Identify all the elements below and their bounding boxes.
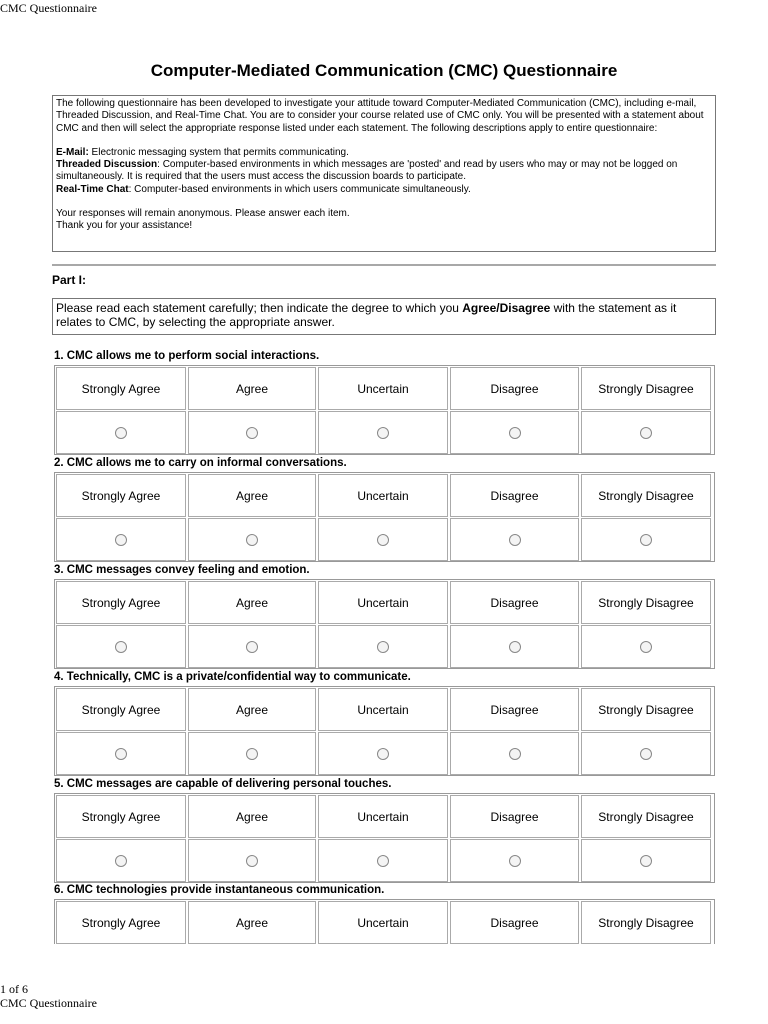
question-label: 4. Technically, CMC is a private/confidential way to communicate. [54, 671, 411, 683]
response-radio[interactable] [246, 641, 258, 653]
response-table [54, 365, 715, 455]
scale-label: Strongly Agree [56, 367, 186, 410]
radio-cell [450, 625, 579, 668]
scale-label: Uncertain [318, 795, 448, 838]
closing-line-1: Your responses will remain anonymous. Please answer each item. [56, 208, 350, 220]
response-radio[interactable] [640, 534, 652, 546]
response-radio[interactable] [246, 427, 258, 439]
radio-cell [188, 411, 316, 454]
response-radio[interactable] [377, 427, 389, 439]
radio-cell [318, 625, 448, 668]
radio-row [56, 839, 713, 882]
scale-label: Agree [188, 367, 316, 410]
radio-cell [188, 518, 316, 561]
scale-label: Agree [188, 688, 316, 731]
radio-cell [318, 518, 448, 561]
response-radio[interactable] [246, 855, 258, 867]
scale-label: Strongly Agree [56, 795, 186, 838]
radio-cell [581, 518, 711, 561]
scale-label: Strongly Disagree [581, 901, 711, 944]
scale-label: Disagree [450, 474, 579, 517]
radio-cell [56, 411, 186, 454]
intro-box [52, 95, 716, 252]
response-table [54, 472, 715, 562]
scale-label: Agree [188, 474, 316, 517]
scale-label: Strongly Disagree [581, 581, 711, 624]
response-radio[interactable] [377, 748, 389, 760]
instructions-emphasis: Agree/Disagree [462, 301, 551, 315]
definition-chat [56, 184, 712, 196]
response-radio[interactable] [640, 748, 652, 760]
page-title: Computer-Mediated Communication (CMC) Questionnaire [150, 61, 618, 80]
scale-label: Strongly Agree [56, 688, 186, 731]
definition-term: Real-Time Chat [56, 183, 129, 195]
radio-cell [581, 411, 711, 454]
radio-cell [188, 839, 316, 882]
radio-cell [318, 839, 448, 882]
scale-label: Disagree [450, 688, 579, 731]
header-label: CMC Questionnaire [0, 1, 97, 15]
scale-label: Agree [188, 901, 316, 944]
response-radio[interactable] [115, 534, 127, 546]
definition-term: Threaded Discussion [56, 159, 158, 171]
intro-paragraph: The following questionnaire has been developed to investigate your attitude toward Computer-Mediated Communication (CMC), including e-mail, Threaded Discussion, and Real-Time Chat. You are to consider your course related use of CMC only. You will be presented with a statement about CMC and then will select the appropriate response listed under each statement. The following descriptions apply to entire questionnaire: [56, 98, 704, 134]
scale-label: Disagree [450, 367, 579, 410]
radio-cell [450, 411, 579, 454]
instructions-text-end: with the statement as it relates to CMC, by selecting the appropriate answer. [56, 301, 677, 329]
question-label: 3. CMC messages convey feeling and emotion. [54, 564, 310, 576]
definition-email [56, 147, 712, 159]
definition-text: Electronic messaging system that permits communicating. [88, 146, 349, 158]
radio-row [56, 732, 713, 775]
response-table [54, 899, 715, 944]
scale-header-row [56, 901, 713, 944]
scale-label: Uncertain [318, 688, 448, 731]
radio-cell [188, 625, 316, 668]
scale-header-row [56, 688, 713, 731]
radio-cell [450, 732, 579, 775]
question-label: 1. CMC allows me to perform social interactions. [54, 350, 320, 362]
response-radio[interactable] [115, 427, 127, 439]
scale-label: Strongly Agree [56, 581, 186, 624]
response-radio[interactable] [640, 427, 652, 439]
response-radio[interactable] [509, 748, 521, 760]
question-label: 5. CMC messages are capable of delivering personal touches. [54, 778, 392, 790]
part-label: Part I: [52, 273, 87, 287]
footer-label: CMC Questionnaire [0, 996, 97, 1010]
response-radio[interactable] [509, 534, 521, 546]
instructions-text: Please read each statement carefully; then indicate the degree to which you [56, 301, 463, 315]
radio-cell [56, 518, 186, 561]
response-table [54, 579, 715, 669]
radio-cell [56, 625, 186, 668]
radio-cell [56, 732, 186, 775]
scale-label: Strongly Disagree [581, 795, 711, 838]
definition-threaded [56, 159, 712, 184]
response-radio[interactable] [115, 641, 127, 653]
page-number: 1 of 6 [0, 982, 28, 996]
scale-header-row [56, 367, 713, 410]
radio-cell [318, 411, 448, 454]
response-table [54, 793, 715, 883]
radio-cell [56, 839, 186, 882]
response-radio[interactable] [377, 534, 389, 546]
response-radio[interactable] [509, 855, 521, 867]
response-table [54, 686, 715, 776]
definition-text: : Computer-based environments in which users communicate simultaneously. [128, 183, 471, 195]
response-radio[interactable] [246, 534, 258, 546]
response-radio[interactable] [640, 641, 652, 653]
response-radio[interactable] [509, 427, 521, 439]
scale-label: Uncertain [318, 474, 448, 517]
scale-label: Disagree [450, 901, 579, 944]
scale-header-row [56, 581, 713, 624]
radio-row [56, 518, 713, 561]
radio-row [56, 625, 713, 668]
radio-cell [450, 839, 579, 882]
scale-label: Agree [188, 581, 316, 624]
radio-cell [581, 625, 711, 668]
scale-label: Strongly Disagree [581, 367, 711, 410]
scale-label: Strongly Disagree [581, 688, 711, 731]
scale-label: Strongly Agree [56, 901, 186, 944]
scale-label: Strongly Disagree [581, 474, 711, 517]
question-label: 6. CMC technologies provide instantaneous communication. [54, 884, 385, 896]
scale-label: Strongly Agree [56, 474, 186, 517]
scale-label: Agree [188, 795, 316, 838]
scale-label: Disagree [450, 795, 579, 838]
response-radio[interactable] [246, 748, 258, 760]
response-radio[interactable] [640, 855, 652, 867]
scale-label: Uncertain [318, 901, 448, 944]
page-footer [0, 982, 97, 1010]
response-radio[interactable] [115, 748, 127, 760]
response-radio[interactable] [377, 641, 389, 653]
instructions-box [52, 298, 716, 335]
scale-label: Disagree [450, 581, 579, 624]
radio-cell [450, 518, 579, 561]
radio-cell [581, 732, 711, 775]
response-radio[interactable] [377, 855, 389, 867]
radio-cell [581, 839, 711, 882]
radio-cell [318, 732, 448, 775]
scale-header-row [56, 795, 713, 838]
scale-label: Uncertain [318, 367, 448, 410]
divider [52, 264, 716, 266]
closing-line-2: Thank you for your assistance! [56, 220, 193, 232]
radio-row [56, 411, 713, 454]
definition-term: E-Mail: [56, 146, 89, 158]
question-label: 2. CMC allows me to carry on informal conversations. [54, 457, 347, 469]
scale-label: Uncertain [318, 581, 448, 624]
response-radio[interactable] [115, 855, 127, 867]
scale-header-row [56, 474, 713, 517]
response-radio[interactable] [509, 641, 521, 653]
definition-text: : Computer-based environments in which messages are 'posted' and read by users who may or may not be logged on simultaneously. It is required that the users must access the discussion boards to participate. [56, 159, 678, 183]
radio-cell [188, 732, 316, 775]
